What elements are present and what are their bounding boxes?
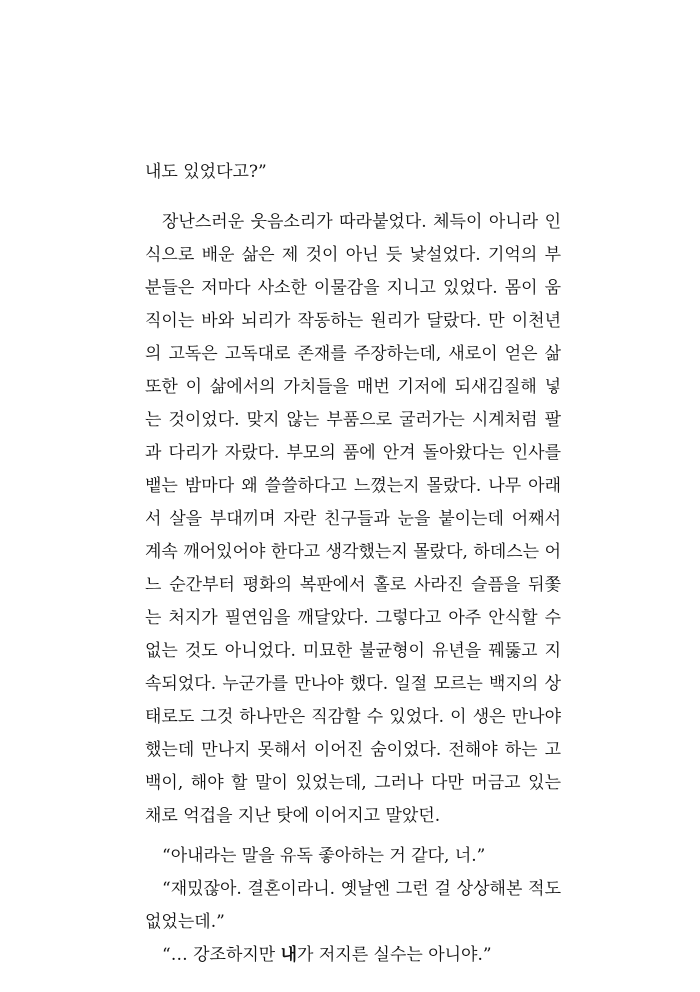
paragraph-line: 계속 깨어있어야 한다고 생각했는지 몰랐다, 하데스는 어 [145, 542, 561, 562]
paragraph-line: 또한 이 삶에서의 가치들을 매번 기저에 되새김질해 넣 [145, 377, 561, 397]
paragraph-line: 과 다리가 자랐다. 부모의 품에 안겨 돌아왔다는 인사를 [145, 443, 561, 463]
dialogue-line: “재밌잖아. 결혼이라니. 옛날엔 그런 걸 상상해본 적도 [162, 879, 561, 899]
paragraph-line: 서 살을 부대끼며 자란 친구들과 눈을 붙이는데 어째서 [145, 509, 561, 529]
paragraph-line: 는 것이었다. 맞지 않는 부품으로 굴러가는 시계처럼 팔 [145, 410, 561, 430]
dialogue-line-emphasis-container [162, 938, 492, 972]
paragraph-line: 분들은 저마다 사소한 이물감을 지니고 있었다. 몸이 움 [145, 278, 561, 298]
paragraph-line: 태로도 그것 하나만은 직감할 수 있었다. 이 생은 만나야 [145, 707, 561, 727]
dialogue-text: “… 강조하지만 [162, 945, 281, 965]
paragraph-line: 뱉는 밤마다 왜 쓸쓸하다고 느꼈는지 몰랐다. 나무 아래 [145, 476, 561, 496]
dialogue-text: 가 저지른 실수는 아니야.” [297, 945, 492, 965]
paragraph-line: 는 처지가 필연임을 깨달았다. 그렇다고 아주 안식할 수 [145, 608, 561, 628]
paragraph-line: 없는 것도 아니었다. 미묘한 불균형이 유년을 꿰뚫고 지 [145, 641, 561, 661]
opening-line: 내도 있었다고?” [145, 162, 267, 182]
dialogue-line: 없었는데.” [145, 912, 225, 932]
paragraph-line: 장난스러운 웃음소리가 따라붙었다. 체득이 아니라 인 [162, 212, 561, 232]
paragraph-line: 의 고독은 고독대로 존재를 주장하는데, 새로이 얻은 삶 [145, 344, 561, 364]
paragraph-line: 식으로 배운 삶은 제 것이 아닌 듯 낯설었다. 기억의 부 [145, 245, 561, 265]
paragraph-line: 백이, 해야 할 말이 있었는데, 그러나 다만 머금고 있는 [145, 773, 561, 793]
paragraph-line: 느 순간부터 평화의 복판에서 홀로 사라진 슬픔을 뒤쫓 [145, 575, 561, 595]
emphasized-word: 내 [280, 945, 298, 965]
dialogue-line: “아내라는 말을 유독 좋아하는 거 같다, 너.” [162, 846, 486, 866]
paragraph-line: 했는데 만나지 못해서 이어진 숨이었다. 전해야 하는 고 [145, 740, 561, 760]
paragraph-line: 채로 억겁을 지난 탓에 이어지고 말았던. [145, 806, 441, 826]
paragraph-line: 속되었다. 누군가를 만나야 했다. 일절 모르는 백지의 상 [145, 674, 561, 694]
paragraph-line: 직이는 바와 뇌리가 작동하는 원리가 달랐다. 만 이천년 [145, 311, 561, 331]
